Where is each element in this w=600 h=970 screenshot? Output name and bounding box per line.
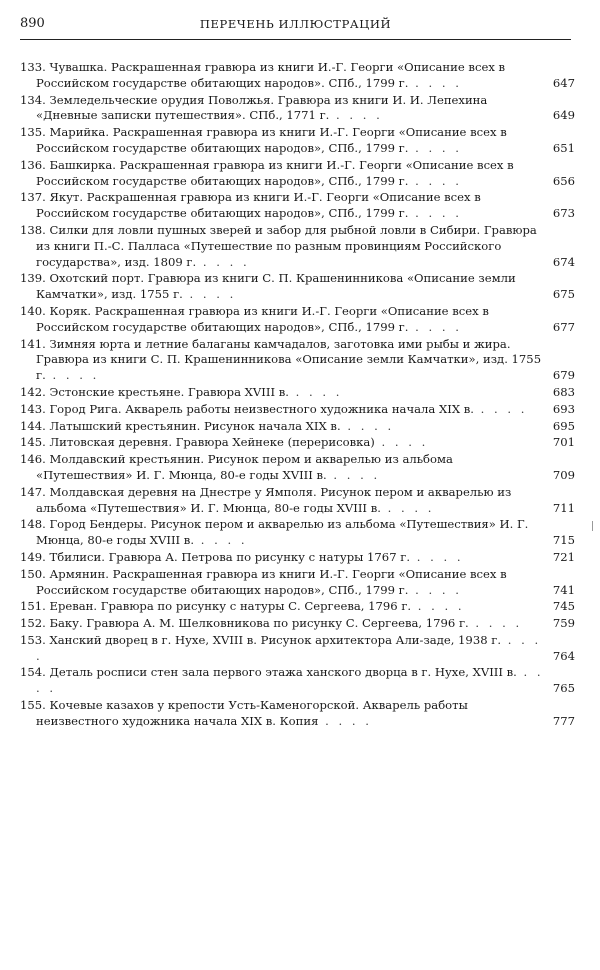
- page-reference: 701: [552, 435, 575, 450]
- dot-leader: . . . .: [329, 108, 383, 123]
- entry-caption: 145. Литовская деревня. Гравюра Хейнеке (перерисовка): [20, 435, 375, 450]
- dot-leader: . . . .: [196, 254, 250, 269]
- list-item: [20, 567, 575, 599]
- list-item: [20, 190, 575, 222]
- dot-leader: . . . .: [194, 533, 248, 548]
- entry-text: [20, 665, 547, 697]
- dot-leader: . . . .: [340, 418, 395, 433]
- dot-leader: . . . .: [408, 173, 462, 188]
- page-reference: 651: [552, 140, 575, 155]
- dot-leader: . . . .: [288, 384, 343, 399]
- entry-caption: 154. Деталь росписи стен зала первого этажа ханского дворца в г. Нухе, XVIII в.: [20, 665, 517, 680]
- header-rule: [20, 39, 571, 40]
- entry-caption: 148. Город Бендеры. Рисунок пером и акварелью из альбома «Путешествия» И. Г. Мюнца, 80-е годы XVIII в.: [20, 517, 529, 548]
- entry-text: [20, 418, 547, 435]
- page-reference: 674: [552, 254, 575, 269]
- entry-caption: 144. Латышский крестьянин. Рисунок начала XIX в.: [20, 418, 341, 433]
- dot-leader: . . . .: [474, 401, 528, 416]
- entry-text: [20, 157, 547, 190]
- dot-leader: . . . .: [380, 500, 435, 515]
- entry-caption: 142. Эстонские крестьяне. Гравюра XVIII в.: [20, 384, 289, 399]
- dot-leader: . . . .: [45, 368, 100, 383]
- entry-text: [20, 125, 547, 157]
- entry-text: [20, 452, 547, 484]
- page-number: 890: [20, 16, 45, 31]
- entry-text: [20, 599, 547, 615]
- entry-caption: 152. Баку. Гравюра А. М. Шелковникова по рисунку С. Сергеева, 1796 г.: [20, 616, 469, 631]
- entry-text: [20, 384, 547, 401]
- dot-leader: . . . .: [408, 206, 462, 221]
- dot-leader: . . . .: [182, 287, 237, 302]
- dot-leader: . . . .: [411, 599, 465, 614]
- page-reference: 741: [552, 582, 575, 597]
- list-item: [20, 485, 575, 517]
- entry-text: [20, 303, 547, 336]
- dot-leader: . . . .: [408, 319, 462, 334]
- entry-caption: 146. Молдавский крестьянин. Рисунок пером и акварелью из альбома «Путешествия» И. Г. Мюнца, 80-е годы XVIII в.: [20, 452, 453, 482]
- page-reference: 711: [552, 500, 575, 515]
- list-item: [20, 435, 575, 451]
- list-item: [20, 125, 575, 157]
- entry-text: [20, 271, 547, 303]
- page-reference: 759: [552, 616, 575, 631]
- page-reference: 649: [552, 108, 575, 123]
- list-item: [20, 517, 575, 549]
- dot-leader: . . . .: [408, 582, 462, 597]
- list-item: [20, 223, 575, 270]
- entry-text: [20, 435, 547, 451]
- illustration-list: [20, 60, 575, 731]
- entry-caption: 151. Ереван. Гравюра по рисунку с натуры С. Сергеева, 1796 г.: [20, 599, 412, 614]
- entry-text: [20, 60, 547, 92]
- list-item: [20, 419, 575, 435]
- entry-caption: 137. Якут. Раскрашенная гравюра из книги И.-Г. Георги «Описание всех в Российском государстве обитающих народов», СПб., 1799 г.: [20, 190, 481, 221]
- dot-leader: . . . .: [374, 435, 429, 450]
- page-reference: 683: [552, 384, 575, 399]
- list-item: [20, 337, 575, 384]
- page-reference: 647: [552, 75, 575, 90]
- entry-text: [20, 517, 547, 549]
- list-item: [20, 633, 575, 665]
- list-item: [20, 402, 575, 418]
- entry-caption: 133. Чувашка. Раскрашенная гравюра из книги И.-Г. Георги «Описание всех в Российском государстве обитающих народов». СПб., 1799 г.: [20, 60, 506, 90]
- page-reference: 721: [552, 549, 575, 564]
- list-item: [20, 60, 575, 92]
- entry-caption: 136. Башкирка. Раскрашенная гравюра из книги И.-Г. Георги «Описание всех в Российском государстве обитающих народов», СПб., 1799 г.: [20, 157, 514, 188]
- entry-text: [20, 549, 547, 566]
- running-header: [20, 16, 571, 34]
- entry-text: [20, 616, 547, 632]
- entry-caption: 134. Земледельческие орудия Поволжья. Гравюра из книги И. И. Лепехина «Дневные записки путешествия». СПб., 1771 г.: [20, 92, 488, 123]
- list-item: [20, 304, 575, 336]
- dot-leader: . . . .: [326, 467, 381, 482]
- page-reference: 715: [552, 533, 575, 548]
- page-reference: 695: [552, 418, 575, 433]
- list-item: [20, 599, 575, 615]
- entry-caption: 147. Молдавская деревня на Днестре у Ямполя. Рисунок пером и акварелью из альбома «Путешествия» И. Г. Мюнца, 80-е годы XVIII в.: [20, 484, 512, 515]
- entry-caption: 138. Силки для ловли пушных зверей и забор для рыбной ловли в Сибири. Гравюра из книги П.-С. Палласа «Путешествие по разным провинциям Российского государства», изд. 1809 г.: [20, 222, 537, 269]
- list-item: [20, 616, 575, 632]
- entry-text: [20, 401, 547, 418]
- entry-text: [20, 632, 547, 665]
- page-reference: 679: [552, 368, 575, 383]
- dot-leader: . . . .: [468, 616, 523, 631]
- dot-leader: . . . .: [408, 75, 462, 90]
- page-reference: 693: [552, 401, 575, 416]
- list-item: [20, 452, 575, 484]
- dot-leader: . . . .: [408, 140, 462, 155]
- list-item: [20, 665, 575, 697]
- entry-text: [20, 336, 547, 384]
- entry-caption: 150. Армянин. Раскрашенная гравюра из книги И.-Г. Георги «Описание всех в Российском государстве обитающих народов», СПб., 1799 г.: [20, 566, 507, 597]
- page-reference: 745: [552, 599, 575, 614]
- page-reference: 656: [552, 173, 575, 188]
- page-reference: 677: [552, 319, 575, 334]
- entry-caption: 143. Город Рига. Акварель работы неизвестного художника начала XIX в.: [20, 401, 474, 416]
- page-reference: 675: [552, 287, 575, 302]
- entry-caption: 141. Зимняя юрта и летние балаганы камчадалов, заготовка ими рыбы и жира. Гравюра из книги С. П. Крашенинникова «Описание земли Камчатки», изд. 1755 г.: [20, 336, 542, 383]
- page-reference: 764: [552, 648, 575, 663]
- entry-text: [20, 190, 547, 222]
- entry-text: [20, 484, 547, 517]
- entry-caption: 139. Охотский порт. Гравюра из книги С. П. Крашенинникова «Описание земли Камчатки», изд. 1755 г.: [20, 271, 516, 302]
- entry-text: [20, 222, 547, 270]
- entry-text: [20, 566, 547, 599]
- list-item: [20, 271, 575, 303]
- entry-caption: 140. Коряк. Раскрашенная гравюра из книги И.-Г. Георги «Описание всех в Российском государстве обитающих народов», СПб., 1799 г.: [20, 303, 489, 334]
- dot-leader: . . . .: [36, 665, 544, 696]
- margin-mark: [592, 521, 593, 531]
- list-item: [20, 698, 575, 730]
- page-reference: 673: [552, 206, 575, 221]
- list-item: [20, 550, 575, 566]
- list-item: [20, 93, 575, 125]
- page-reference: 777: [552, 713, 575, 728]
- running-title: ПЕРЕЧЕНЬ ИЛЛЮСТРАЦИЙ: [199, 17, 392, 31]
- page-reference: 709: [552, 467, 575, 482]
- dot-leader: . . . .: [36, 632, 542, 663]
- entry-caption: 149. Тбилиси. Гравюра А. Петрова по рисунку с натуры 1767 г.: [20, 549, 411, 564]
- entry-text: [20, 698, 547, 730]
- list-item: [20, 385, 575, 401]
- dot-leader: . . . .: [318, 713, 372, 728]
- entry-text: [20, 92, 547, 125]
- list-item: [20, 158, 575, 190]
- entry-caption: 155. Кочевые казахов у крепости Усть-Каменогорской. Акварель работы неизвестного художника начала XIX в. Копия: [20, 698, 468, 728]
- dot-leader: . . . .: [410, 549, 464, 564]
- entry-caption: 135. Марийка. Раскрашенная гравюра из книги И.-Г. Георги «Описание всех в Российском государстве обитающих народов», СПб., 1799 г.: [20, 125, 507, 155]
- entry-caption: 153. Ханский дворец в г. Нухе, XVIII в. Рисунок архитектора Али-заде, 1938 г.: [20, 632, 502, 647]
- page-reference: 765: [552, 681, 575, 696]
